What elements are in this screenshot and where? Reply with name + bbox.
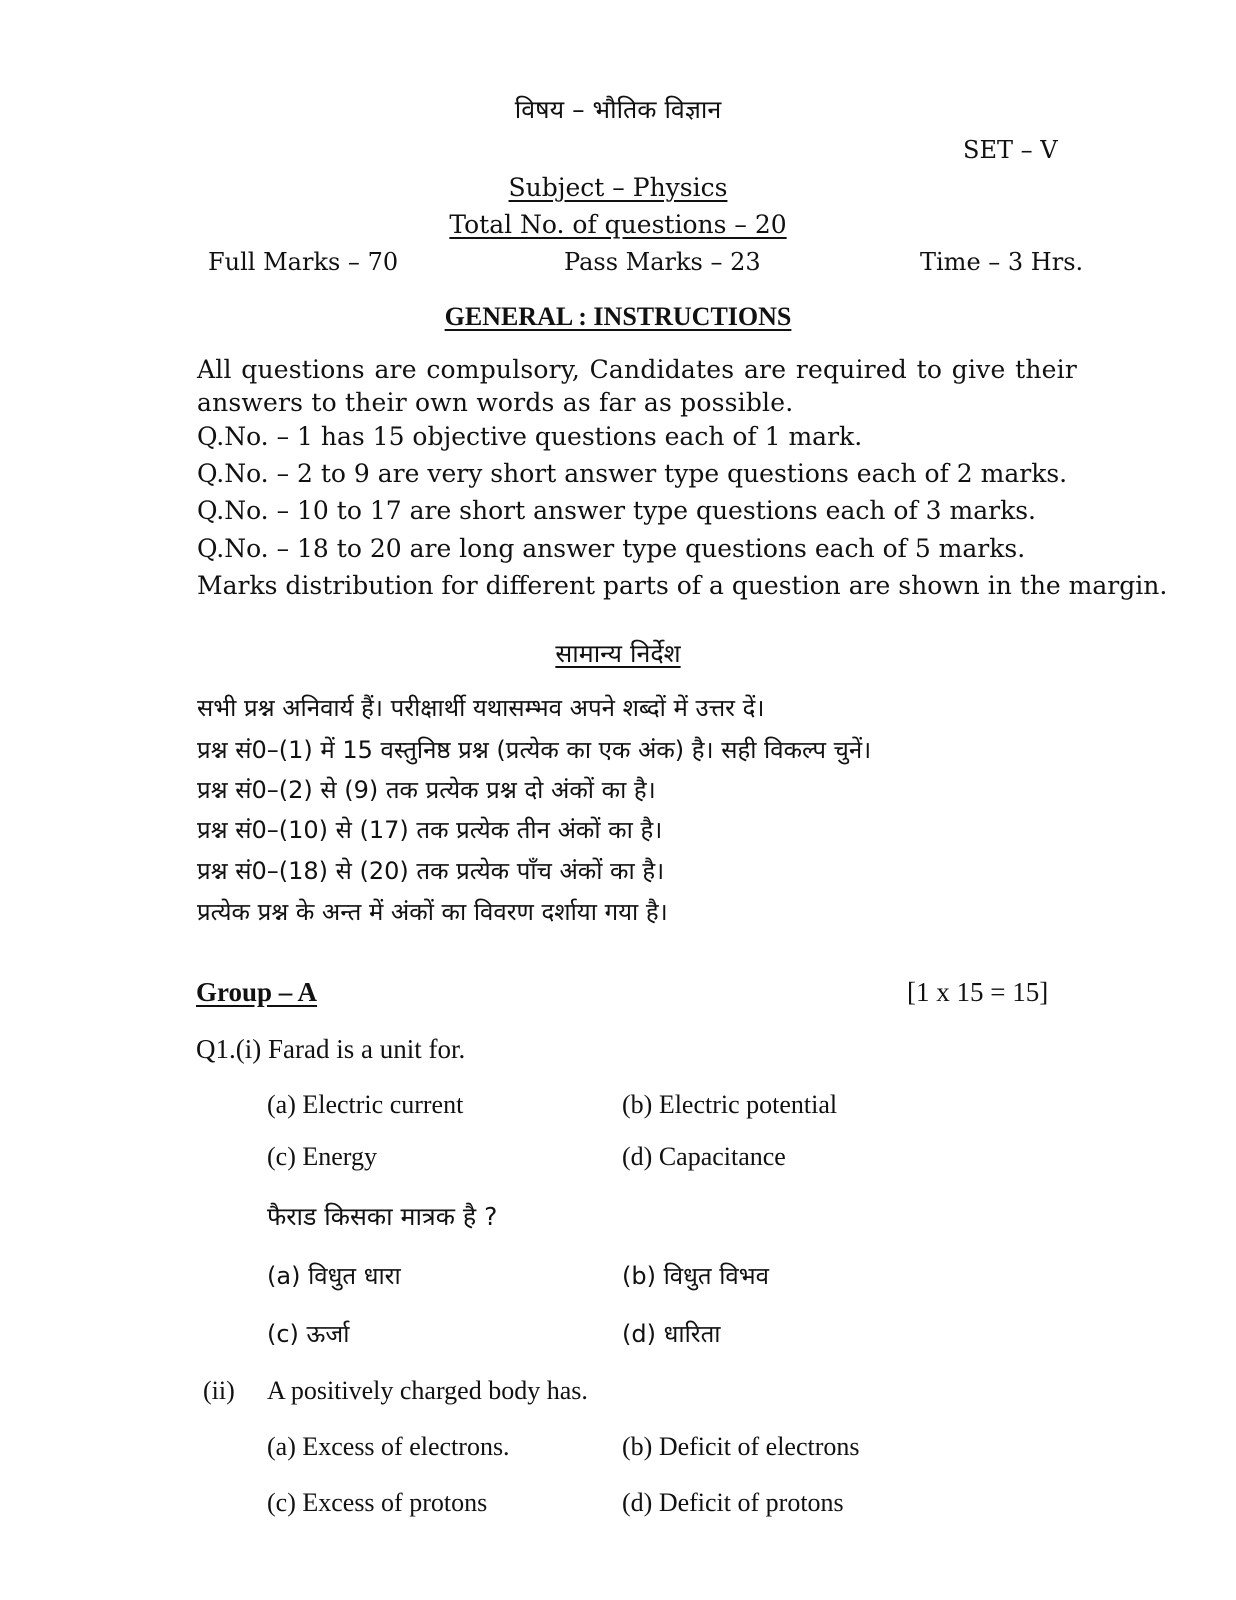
q1-part-ii-option-d: (d) Deficit of protons	[622, 1488, 844, 1517]
q1-part-ii-option-c: (c) Excess of protons	[267, 1488, 488, 1517]
group-marks: [1 x 15 = 15]	[907, 977, 1049, 1007]
instruction-line-1: All questions are compulsory, Candidates are required to give their answers to their own words as far as possible.	[197, 355, 1077, 417]
time-allowed: Time – 3 Hrs.	[920, 248, 1084, 276]
instruction-line-3: Q.No. – 2 to 9 are very short answer type questions each of 2 marks.	[197, 459, 1068, 488]
q1-option-d: (d) Capacitance	[622, 1142, 786, 1171]
hindi-instruction-line-5: प्रश्न सं0–(18) से (20) तक प्रत्येक पाँच अंकों का है।	[197, 857, 665, 885]
q1-hindi-option-a: (a) विधुत धारा	[267, 1262, 401, 1290]
instruction-line-5: Q.No. – 18 to 20 are long answer type questions each of 5 marks.	[197, 534, 1026, 563]
question-1-text: Q1.(i) Farad is a unit for.	[196, 1034, 466, 1064]
hindi-instructions-heading: सामान्य निर्देश	[555, 639, 681, 668]
q1-part-ii-number: (ii)	[203, 1376, 235, 1405]
set-label: SET – V	[963, 136, 1058, 164]
q1-part-ii-option-b: (b) Deficit of electrons	[622, 1432, 860, 1461]
instructions-heading: GENERAL : INSTRUCTIONS	[444, 302, 792, 331]
total-questions: Total No. of questions – 20	[449, 210, 787, 239]
q1-option-b: (b) Electric potential	[622, 1090, 838, 1119]
subject-title: Subject – Physics	[508, 173, 728, 202]
hindi-instruction-line-2: प्रश्न सं0–(1) में 15 वस्तुनिष्ठ प्रश्न (प्रत्येक का एक अंक) है। सही विकल्प चुनें।	[197, 736, 872, 764]
hindi-subject-title: विषय – भौतिक विज्ञान	[514, 95, 722, 124]
q1-hindi-question: फैराड किसका मात्रक है ?	[267, 1202, 498, 1231]
q1-hindi-option-d: (d) धारिता	[622, 1320, 721, 1348]
instruction-line-4: Q.No. – 10 to 17 are short answer type questions each of 3 marks.	[197, 496, 1036, 525]
hindi-instruction-line-3: प्रश्न सं0–(2) से (9) तक प्रत्येक प्रश्न दो अंकों का है।	[197, 776, 656, 804]
q1-part-ii-text: A positively charged body has.	[267, 1376, 588, 1405]
q1-hindi-option-c: (c) ऊर्जा	[267, 1320, 350, 1348]
group-title: Group – A	[196, 977, 318, 1007]
hindi-instruction-line-4: प्रश्न सं0–(10) से (17) तक प्रत्येक तीन अंकों का है।	[197, 816, 663, 844]
q1-option-c: (c) Energy	[267, 1142, 377, 1171]
instruction-line-2: Q.No. – 1 has 15 objective questions each of 1 mark.	[197, 422, 863, 451]
full-marks: Full Marks – 70	[208, 248, 399, 276]
hindi-instruction-line-1: सभी प्रश्न अनिवार्य हैं। परीक्षार्थी यथासम्भव अपने शब्दों में उत्तर दें।	[197, 694, 765, 722]
q1-hindi-option-b: (b) विधुत विभव	[622, 1262, 769, 1290]
hindi-instruction-line-6: प्रत्येक प्रश्न के अन्त में अंकों का विवरण दर्शाया गया है।	[197, 898, 668, 926]
instruction-line-6: Marks distribution for different parts of a question are shown in the margin.	[197, 571, 1168, 600]
q1-part-ii-option-a: (a) Excess of electrons.	[267, 1432, 510, 1461]
pass-marks: Pass Marks – 23	[564, 248, 761, 276]
q1-option-a: (a) Electric current	[267, 1090, 464, 1119]
